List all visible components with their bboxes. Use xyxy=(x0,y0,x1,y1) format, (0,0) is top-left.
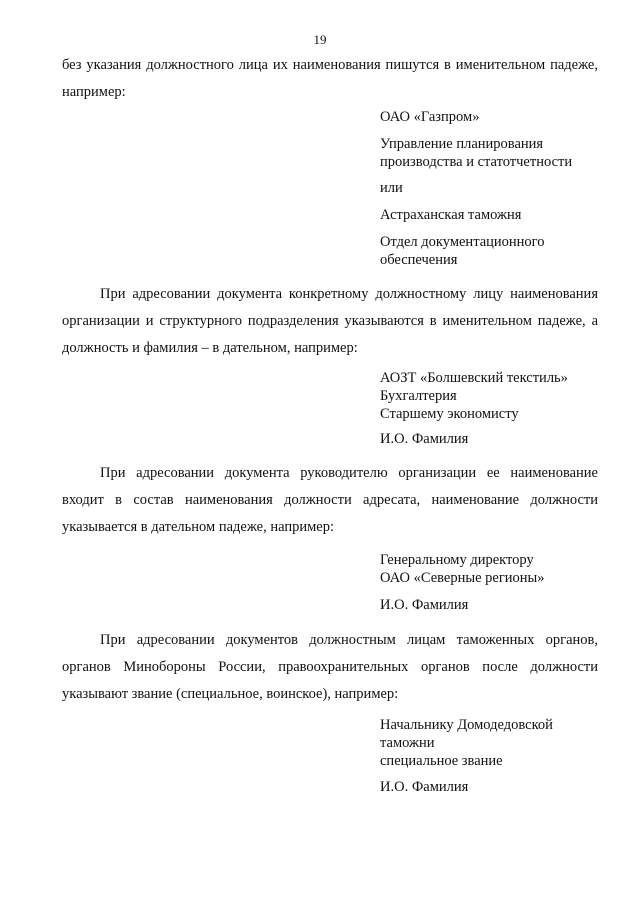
address-line: Начальнику Домодедовской xyxy=(380,717,553,733)
address-example-3-name xyxy=(380,596,610,614)
address-line: Отдел документационного xyxy=(380,234,545,250)
address-line: таможни xyxy=(380,735,435,751)
address-example-1-or xyxy=(380,179,610,197)
address-name: И.О. Фамилия xyxy=(380,779,469,795)
paragraph-customs: При адресовании документов должностным лицам таможенных органов, органов Минобороны России, правоохранительных органов после должности указывают звание (специальное, воинское), например: xyxy=(62,632,598,702)
address-example-2 xyxy=(380,369,610,423)
address-example-1-dept2 xyxy=(380,233,610,269)
address-line: производства и статотчетности xyxy=(380,154,573,170)
address-line: АОЗТ «Болшевский текстиль» xyxy=(380,370,568,386)
address-example-4-name xyxy=(380,778,610,796)
address-line: специальное звание xyxy=(380,753,503,769)
address-example-3 xyxy=(380,551,610,587)
paragraph-head: При адресовании документа руководителю организации ее наименование входит в состав наименования должности адресата, наименование должности указывается в дательном падеже, например: xyxy=(62,465,598,535)
address-line: ОАО «Северные регионы» xyxy=(380,570,545,586)
address-name: И.О. Фамилия xyxy=(380,597,469,613)
paragraph-continuation: без указания должностного лица их наименования пишутся в именительном падеже, например: xyxy=(62,57,598,100)
address-line: ОАО «Газпром» xyxy=(380,109,480,125)
address-name: И.О. Фамилия xyxy=(380,431,469,447)
address-example-1-dept xyxy=(380,135,610,171)
page-number: 19 xyxy=(313,32,327,47)
address-example-1 xyxy=(380,108,610,126)
address-example-4 xyxy=(380,716,610,770)
address-line: Бухгалтерия xyxy=(380,388,457,404)
address-line: Старшему экономисту xyxy=(380,406,519,422)
address-line: обеспечения xyxy=(380,252,458,268)
address-line: Управление планирования xyxy=(380,136,544,152)
paragraph-official: При адресовании документа конкретному должностному лицу наименования организации и структурного подразделения указываются в именительном падеже, а должность и фамилия – в дательном, например: xyxy=(62,286,598,356)
address-line: или xyxy=(380,180,403,196)
address-line: Генеральному директору xyxy=(380,552,534,568)
address-line: Астраханская таможня xyxy=(380,207,522,223)
address-example-1-org2 xyxy=(380,206,610,224)
address-example-2-name xyxy=(380,430,610,448)
